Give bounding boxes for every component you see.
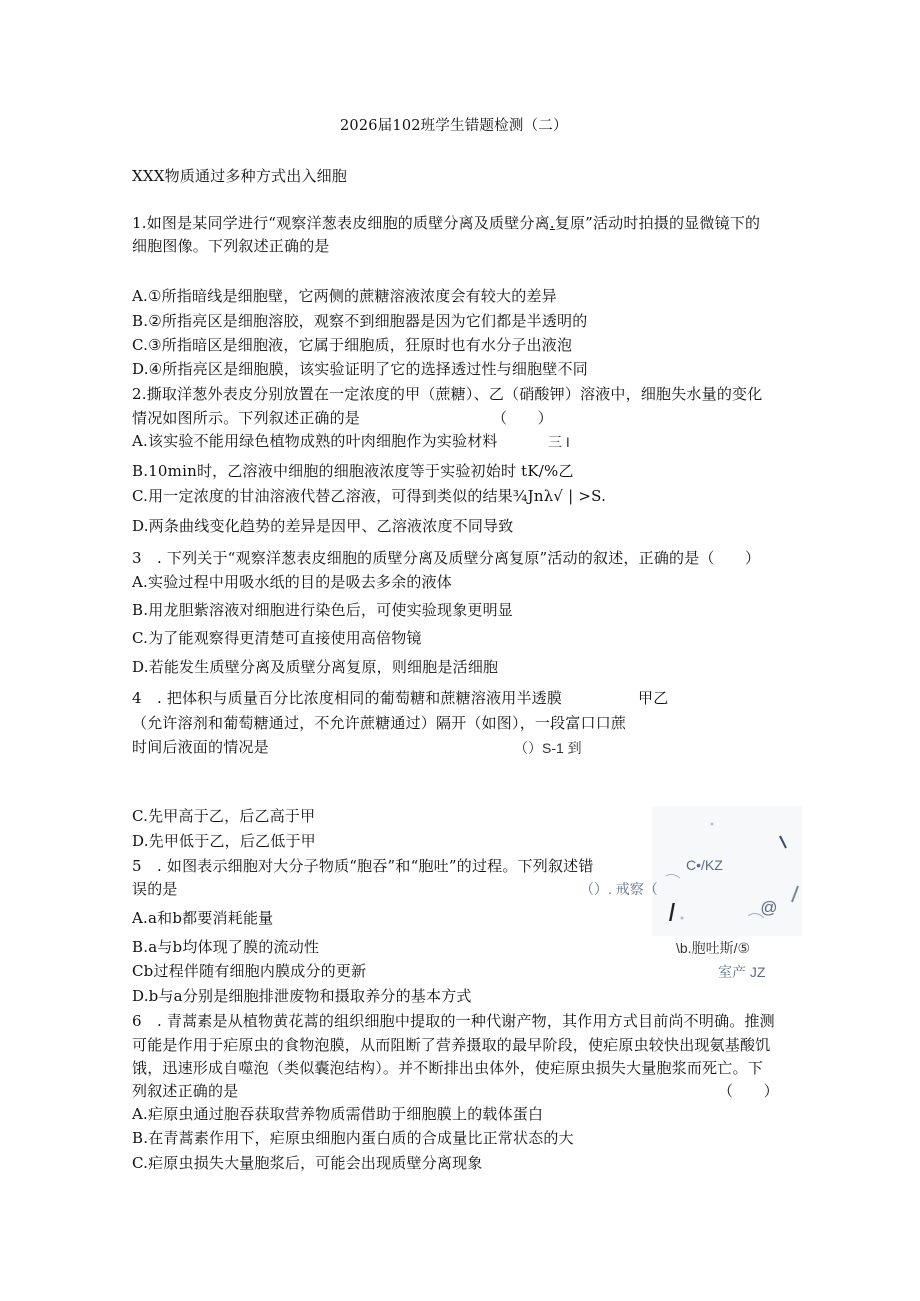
q2-option-d: D.两条曲线变化趋势的差异是因甲、乙溶液浓度不同导致	[132, 517, 514, 535]
q3-option-c: C.为了能观察得更清楚可直接使用高倍物镜	[132, 629, 422, 647]
q6-stem-line3: 饿，迅速形成自噬泡（类似囊泡结构）。并不断排出虫体外，使疟原虫损失大量胞浆而死亡。下	[132, 1059, 763, 1077]
q5-figure-label-4: 室产 JZ	[718, 964, 766, 980]
q5-option-a: A.a和b都要消耗能量	[132, 909, 274, 927]
q6-option-c: C.疟原虫损失大量胞浆后，可能会出现质壁分离现象	[132, 1154, 483, 1172]
q5-option-d: D.b与a分别是细胞排泄废物和摄取养分的基本方式	[132, 987, 472, 1005]
q4-option-c: C.先甲高于乙，后乙高于甲	[132, 807, 316, 825]
q6-option-b: B.在青蒿素作用下，疟原虫细胞内蛋白质的合成量比正常状态的大	[132, 1129, 574, 1147]
q2-stem-line1: 2.撕取洋葱外表皮分别放置在一定浓度的甲（蔗糖）、乙（硝酸钾）溶液中，细胞失水量的变化	[132, 385, 763, 403]
q5-figure-label-3: \b.胞吐斯/⑤	[676, 940, 751, 956]
q5-figure-label-1: C•/KZ	[686, 857, 723, 873]
q4-figure-label: 甲乙	[638, 689, 669, 707]
q1-option-d: D.④所指亮区是细胞膜，该实验证明了它的选择透过性与细胞壁不同	[132, 360, 588, 378]
q1-stem-text-a: 1.如图是某同学进行“观察洋葱表皮细胞的质壁分离及质壁分离	[132, 214, 550, 232]
q5-figure-mark-i: I	[668, 897, 676, 927]
q1-stem-underline: .	[549, 214, 555, 232]
q2-option-b: B.10min时，乙溶液中细胞的细胞液浓度等于实验初始时 tK/%乙	[132, 462, 574, 480]
q5-option-b: B.a与b均体现了膜的流动性	[132, 938, 320, 956]
q1-option-a: A.①所指暗线是细胞壁，它两侧的蔗糖溶液浓度会有较大的差异	[132, 287, 557, 305]
q5-figure-label-2: （）. 戒察（	[580, 881, 658, 897]
q4-figure-fragment: （）S-1 到	[514, 740, 582, 756]
q6-stem-line1: 6 . 青蒿素是从植物黄花蒿的组织细胞中提取的一种代谢产物，其作用方式目前尚不明确。推测	[132, 1012, 775, 1030]
section-heading: XXX物质通过多种方式出入细胞	[132, 167, 348, 185]
q6-answer-paren: （ ）	[718, 1082, 779, 1100]
q1-stem-line1	[132, 213, 760, 233]
q6-stem-line2: 可能是作用于疟原虫的食物泡膜，从而阻断了营养摄取的最早阶段，使疟原虫较快出现氨基酸饥	[132, 1036, 771, 1054]
q5-stem-line2: 误的是	[132, 880, 178, 898]
q4-stem-line1: 4 . 把体积与质量百分比浓度相同的葡萄糖和蔗糖溶液用半透膜	[132, 689, 563, 707]
q1-stem-text-b: 复原”活动时拍摄的显微镜下的	[554, 214, 761, 232]
q1-option-c: C.③所指暗区是细胞液，它属于细胞质，狂原时也有水分子出液泡	[132, 336, 573, 354]
q1-stem-line2: 细胞图像。下列叙述正确的是	[132, 237, 330, 255]
q5-option-c: Cb过程伴随有细胞内膜成分的更新	[132, 962, 367, 980]
q2-stem-line2: 情况如图所示。下列叙述正确的是	[132, 409, 361, 427]
q6-option-a: A.疟原虫通过胞吞获取营养物质需借助于细胞膜上的载体蛋白	[132, 1105, 544, 1123]
q2-option-c: C.用一定浓度的甘油溶液代替乙溶液，可得到类似的结果¾Jnλ√ | >S.	[132, 487, 607, 505]
page-title: 2026届102班学生错题检测（二）	[340, 118, 568, 134]
q1-option-b: B.②所指亮区是细胞溶胶，观察不到细胞器是因为它们都是半透明的	[132, 312, 588, 330]
q3-option-b: B.用龙胆紫溶液对细胞进行染色后，可使实验现象更明显	[132, 601, 513, 619]
q4-stem-line3: 时间后液面的情况是	[132, 738, 269, 756]
q2-option-a: A.该实验不能用绿色植物成熟的叶肉细胞作为实验材料	[132, 432, 498, 450]
q2-answer-paren: （ ）	[492, 409, 553, 427]
q3-option-a: A.实验过程中用吸水纸的目的是吸去多余的液体	[132, 573, 453, 591]
q5-figure-mark-at: @	[760, 898, 778, 917]
q6-stem-line4: 列叙述正确的是	[132, 1082, 239, 1100]
q3-stem: 3 . 下列关于“观察洋葱表皮细胞的质壁分离及质壁分离复原”活动的叙述，正确的是（ ）	[132, 549, 761, 567]
q2-figure-fragment: 三 I	[548, 434, 570, 450]
q5-stem-line1: 5 . 如图表示细胞对大分子物质“胞吞”和“胞吐”的过程。下列叙述错	[132, 857, 594, 875]
q3-option-d: D.若能发生质壁分离及质壁分离复原，则细胞是活细胞	[132, 658, 499, 676]
q4-stem-line2: （允许溶剂和葡萄糖通过，不允许蔗糖通过）隔开（如图），一段富口口蔗	[132, 714, 627, 732]
q4-option-d: D.先甲低于乙，后乙低于甲	[132, 832, 316, 850]
